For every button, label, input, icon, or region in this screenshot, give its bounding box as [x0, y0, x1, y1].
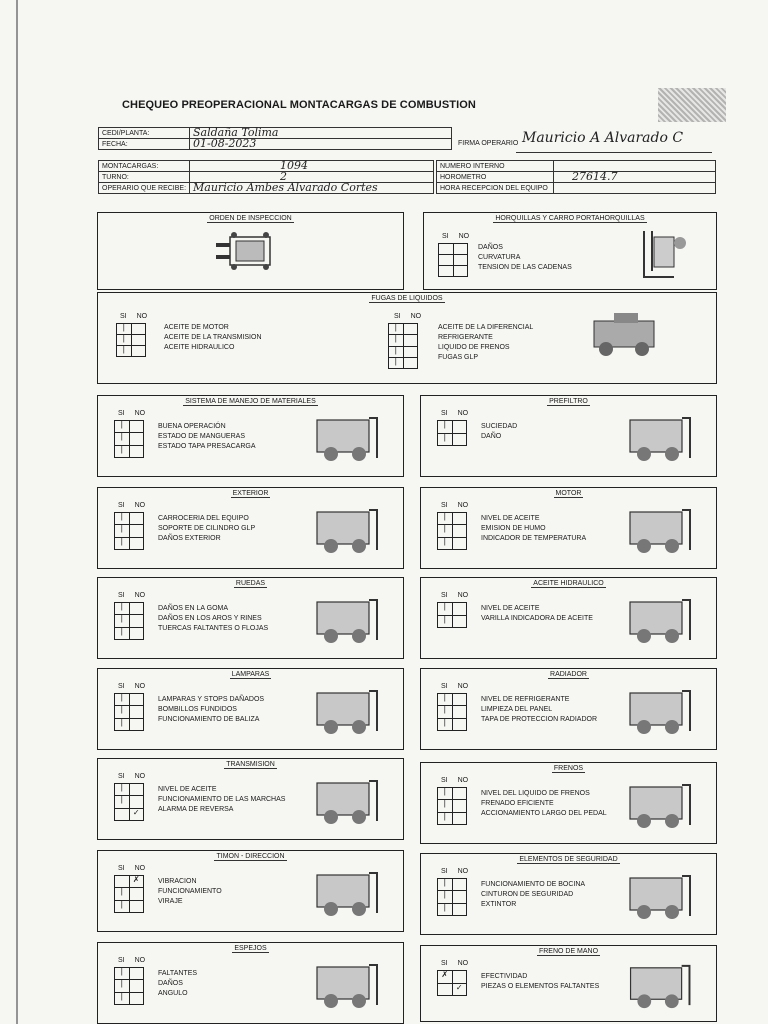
section-prefiltro [420, 395, 717, 477]
checkbox-grid [437, 512, 467, 550]
check-cell[interactable]: | [443, 890, 446, 900]
check-cell[interactable] [452, 421, 467, 433]
section-exterior [97, 487, 404, 569]
item-label: ESTADO DE MANGUERAS [158, 433, 245, 440]
checkbox-grid-left [116, 323, 146, 357]
section-title: HORQUILLAS Y CARRO PORTAHORQUILLAS [495, 215, 645, 222]
item-list [481, 880, 585, 910]
turno-label: TURNO: [99, 172, 190, 183]
check-cell[interactable]: | [443, 432, 446, 442]
item-label: ACCIONAMIENTO LARGO DEL PEDAL [481, 810, 607, 817]
check-cell[interactable]: | [120, 512, 123, 521]
section-motor [420, 487, 717, 569]
check-cell[interactable] [129, 615, 144, 626]
si-no-header: SI NO [118, 502, 146, 509]
check-cell[interactable] [452, 971, 467, 983]
si-no-header: SI NO [118, 683, 146, 690]
check-cell[interactable] [129, 603, 144, 614]
item-list [481, 422, 517, 442]
horometro-label: HOROMETRO [437, 172, 554, 183]
section-title: MOTOR [555, 490, 582, 497]
item-list [158, 695, 264, 725]
checkbox-grid [437, 787, 467, 825]
check-cell[interactable]: | [443, 787, 446, 796]
check-cell[interactable]: | [120, 536, 123, 546]
montacargas-label: MONTACARGAS: [99, 161, 190, 172]
item-label: TENSION DE LAS CADENAS [478, 264, 572, 271]
section-hidraulico [420, 577, 717, 659]
check-cell[interactable] [452, 603, 467, 615]
item-label: NIVEL DE ACEITE [481, 605, 540, 612]
brake-icon [620, 775, 702, 835]
check-cell[interactable]: | [443, 717, 446, 727]
item-list [158, 877, 222, 907]
section-title: FRENOS [553, 765, 584, 772]
montacargas-value: 1094 [190, 161, 434, 172]
check-cell[interactable] [452, 800, 467, 811]
item-list [481, 789, 607, 819]
si-no-header: SI NO [118, 592, 146, 599]
check-cell[interactable]: | [443, 614, 446, 624]
check-cell[interactable]: | [394, 334, 397, 344]
check-cell[interactable]: | [120, 524, 123, 534]
check-cell[interactable] [453, 255, 468, 265]
check-cell[interactable] [453, 244, 468, 254]
item-list [158, 422, 256, 452]
check-cell[interactable] [129, 421, 144, 432]
si-no-header: SI NO [441, 868, 469, 875]
check-cell[interactable] [452, 788, 467, 799]
check-cell[interactable] [438, 984, 452, 996]
item-label: LAMPARAS Y STOPS DAÑADOS [158, 696, 265, 703]
check-cell[interactable] [452, 616, 467, 628]
check-cell[interactable]: | [443, 512, 446, 521]
item-label: FUNCIONAMIENTO DE BOCINA [481, 881, 586, 888]
check-cell[interactable] [129, 433, 144, 444]
check-cell[interactable] [129, 446, 144, 457]
check-cell[interactable]: | [443, 420, 446, 429]
cedi-label: CEDI/PLANTA: [99, 128, 190, 139]
check-cell[interactable] [131, 335, 146, 345]
steering-wheel-icon [307, 863, 389, 923]
item-label: ACEITE DE LA DIFERENCIAL [438, 324, 534, 331]
section-title: FRENO DE MANO [538, 948, 599, 955]
check-cell[interactable] [403, 324, 418, 334]
check-cell[interactable] [452, 904, 467, 915]
check-cell[interactable]: ✓ [452, 984, 467, 996]
item-label: DAÑOS EXTERIOR [158, 535, 221, 542]
section-title: ELEMENTOS DE SEGURIDAD [519, 856, 618, 863]
item-label: ALARMA DE REVERSA [158, 806, 234, 813]
check-cell[interactable] [452, 706, 467, 717]
checkbox-grid [114, 875, 144, 913]
section-seguridad [420, 853, 717, 935]
check-cell[interactable] [129, 694, 144, 705]
check-cell[interactable]: | [120, 795, 123, 805]
firma-label: FIRMA OPERARIO [458, 140, 519, 147]
item-label: TUERCAS FALTANTES O FLOJAS [158, 625, 269, 632]
item-label: NIVEL DE ACEITE [158, 786, 217, 793]
item-label: LIMPIEZA DEL PANEL [481, 706, 553, 713]
manejo-icon [307, 408, 389, 468]
forklift-topview-icon [206, 229, 288, 273]
check-cell[interactable]: | [443, 878, 446, 887]
check-cell[interactable]: ✗ [441, 970, 449, 979]
section-title: ACEITE HIDRAULICO [533, 580, 604, 587]
item-label: DAÑOS [158, 980, 183, 987]
section-title: FUGAS DE LIQUIDOS [371, 295, 443, 302]
check-cell[interactable] [452, 719, 467, 730]
checkbox-grid [114, 420, 144, 458]
item-label: SUCIEDAD [481, 423, 518, 430]
check-cell[interactable]: | [443, 705, 446, 715]
check-cell[interactable]: | [443, 536, 446, 546]
section-transmision [97, 758, 404, 840]
check-cell[interactable]: | [443, 602, 446, 611]
item-list [478, 243, 572, 273]
si-no-header: SI NO [118, 773, 146, 780]
item-list [158, 604, 268, 634]
cedi-value: Saldaña Tolima [190, 128, 452, 139]
header-table-left [98, 160, 434, 194]
fecha-label: FECHA: [99, 139, 190, 150]
item-label: PIEZAS O ELEMENTOS FALTANTES [481, 983, 600, 990]
checkbox-grid [437, 602, 467, 628]
check-cell[interactable]: | [120, 967, 123, 976]
check-cell[interactable]: | [394, 356, 397, 366]
check-cell[interactable] [439, 244, 453, 254]
item-list [481, 604, 593, 624]
checkbox-grid [114, 693, 144, 731]
check-cell[interactable]: | [120, 432, 123, 442]
hora-value [554, 183, 716, 194]
check-cell[interactable]: | [120, 991, 123, 1001]
si-no-header: SI NO [118, 410, 146, 417]
item-list-right [438, 323, 533, 363]
section-title: TRANSMISION [226, 761, 275, 768]
check-cell[interactable] [452, 513, 467, 524]
firma-line [516, 152, 712, 153]
item-label: CURVATURA [478, 254, 521, 261]
item-label: INDICADOR DE TEMPERATURA [481, 535, 587, 542]
check-cell[interactable]: | [443, 799, 446, 809]
check-cell[interactable]: | [394, 345, 397, 355]
section-title: TIMON - DIRECCION [216, 853, 285, 860]
check-cell[interactable] [129, 525, 144, 536]
check-cell[interactable]: ✓ [129, 809, 144, 820]
section-lamparas [97, 668, 404, 750]
check-cell[interactable] [452, 813, 467, 824]
si-no-header: SI NO [441, 777, 469, 784]
check-cell[interactable] [453, 266, 468, 276]
check-cell[interactable] [115, 809, 129, 820]
item-label: ANGULO [158, 990, 188, 997]
item-label: FUNCIONAMIENTO [158, 888, 222, 895]
si-no-header: SI NO [118, 865, 146, 872]
check-cell[interactable] [131, 346, 146, 356]
check-cell[interactable]: | [122, 334, 125, 343]
check-cell[interactable] [129, 888, 144, 899]
item-list [158, 785, 285, 815]
check-cell[interactable] [452, 525, 467, 536]
check-cell[interactable]: ✗ [129, 876, 144, 887]
item-label: VIBRACION [158, 878, 197, 885]
checkbox-grid [438, 243, 468, 277]
section-title: PREFILTRO [549, 398, 588, 405]
horometro-value: 27614.7 [554, 172, 716, 183]
check-cell[interactable]: | [394, 323, 397, 332]
dipstick-icon [620, 590, 702, 650]
item-label: BOMBILLOS FUNDIDOS [158, 706, 237, 713]
check-cell[interactable]: | [120, 626, 123, 636]
header-table-top [98, 127, 452, 150]
item-label: DAÑOS [478, 244, 503, 251]
si-no-header: SI NO [441, 502, 469, 509]
handbrake-icon [620, 958, 702, 1013]
checkbox-grid [114, 602, 144, 640]
section-title: RADIADOR [550, 671, 587, 678]
item-label: FUNCIONAMIENTO DE LAS MARCHAS [158, 796, 286, 803]
check-cell[interactable] [129, 784, 144, 795]
item-label: ACEITE HIDRAULICO [164, 344, 235, 351]
check-cell[interactable] [129, 628, 144, 639]
check-cell[interactable] [452, 538, 467, 549]
item-label: LIQUIDO DE FRENOS [438, 344, 510, 351]
check-cell[interactable] [439, 266, 453, 276]
section-frenos [420, 762, 717, 844]
section-title: ORDEN DE INSPECCION [209, 215, 292, 222]
item-label: DAÑO [481, 433, 502, 440]
item-label: NIVEL DE REFRIGERANTE [481, 696, 570, 703]
item-label: EXTINTOR [481, 901, 517, 908]
section-title: RUEDAS [235, 580, 266, 587]
item-list [481, 514, 586, 544]
check-cell[interactable]: | [443, 902, 446, 912]
check-cell[interactable] [403, 335, 418, 345]
check-cell[interactable]: | [120, 979, 123, 989]
checkbox-grid [437, 693, 467, 731]
operario-value: Mauricio Ambes Alvarado Cortes [190, 183, 434, 194]
check-cell[interactable] [129, 980, 144, 991]
item-list [158, 514, 255, 544]
check-cell[interactable]: | [120, 444, 123, 454]
item-label: DAÑOS EN LOS AROS Y RINES [158, 615, 262, 622]
lamp-icon [307, 681, 389, 741]
engine-icon [584, 309, 674, 359]
turno-value: 2 [190, 172, 434, 183]
item-label: NIVEL DE ACEITE [481, 515, 540, 522]
check-cell[interactable] [129, 513, 144, 524]
item-label: NIVEL DEL LIQUIDO DE FRENOS [481, 790, 590, 797]
item-label: EFECTIVIDAD [481, 973, 528, 980]
forklift-icon [307, 500, 389, 560]
check-cell[interactable] [129, 796, 144, 807]
item-label: ESTADO TAPA PRESACARGA [158, 443, 256, 450]
section-title: EXTERIOR [232, 490, 269, 497]
firma-value: Mauricio A Alvarado C [522, 130, 684, 146]
item-label: VIRAJE [158, 898, 183, 905]
check-cell[interactable]: | [120, 705, 123, 715]
check-cell[interactable]: | [120, 693, 123, 702]
section-manejo [97, 395, 404, 477]
fecha-value: 01-08-2023 [190, 139, 452, 150]
check-cell[interactable] [129, 719, 144, 730]
check-cell[interactable] [403, 358, 418, 368]
checkbox-grid [114, 512, 144, 550]
si-no-header: SI NO [118, 957, 146, 964]
item-label: FRENADO EFICIENTE [481, 800, 554, 807]
stamp-logo [658, 88, 726, 122]
check-cell[interactable] [129, 968, 144, 979]
checkbox-grid-right [388, 323, 418, 369]
si-no-header: SI NO [442, 233, 470, 240]
section-freno-mano [420, 945, 717, 1022]
check-cell[interactable]: | [122, 323, 125, 332]
check-cell[interactable]: | [120, 717, 123, 727]
check-cell[interactable]: | [122, 345, 125, 354]
check-cell[interactable] [452, 879, 467, 890]
item-label: BUENA OPERACIÓN [158, 423, 226, 430]
numero-label: NUMERO INTERNO [437, 161, 554, 172]
section-orden [97, 212, 404, 290]
form-title: CHEQUEO PREOPERACIONAL MONTACARGAS DE COMBUSTION [122, 99, 476, 111]
wheel-icon [307, 590, 389, 650]
check-cell[interactable] [131, 324, 146, 334]
si-no-header-right: SI NO [394, 313, 422, 320]
check-cell[interactable]: | [120, 614, 123, 624]
item-label: ACEITE DE LA TRANSMISION [164, 334, 262, 341]
item-list-left [164, 323, 262, 353]
check-cell[interactable] [129, 901, 144, 912]
motor-icon [620, 500, 702, 560]
check-cell[interactable] [129, 538, 144, 549]
item-label: SOPORTE DE CILINDRO GLP [158, 525, 256, 532]
mirror-icon [307, 955, 389, 1015]
checkbox-grid [437, 970, 467, 996]
check-cell[interactable] [452, 694, 467, 705]
check-cell[interactable]: | [443, 811, 446, 821]
hora-label: HORA RECEPCION DEL EQUIPO [437, 183, 554, 194]
checkbox-grid [437, 878, 467, 916]
fork-carriage-icon [624, 227, 696, 283]
header-table-right [436, 160, 716, 194]
check-cell[interactable] [129, 993, 144, 1004]
si-no-header: SI NO [441, 592, 469, 599]
section-timon [97, 850, 404, 932]
section-title: ESPEJOS [234, 945, 267, 952]
section-fugas [97, 292, 717, 384]
checkbox-grid [437, 420, 467, 446]
item-label: CINTURON DE SEGURIDAD [481, 891, 574, 898]
check-cell[interactable] [452, 434, 467, 446]
item-label: FALTANTES [158, 970, 198, 977]
item-label: DAÑOS EN LA GOMA [158, 605, 229, 612]
check-cell[interactable] [129, 706, 144, 717]
item-label: FUGAS GLP [438, 354, 479, 361]
section-radiador [420, 668, 717, 750]
check-cell[interactable]: | [120, 783, 123, 792]
item-label: FUNCIONAMIENTO DE BALIZA [158, 716, 260, 723]
si-no-header: SI NO [441, 410, 469, 417]
check-cell[interactable]: | [120, 899, 123, 909]
section-title: SISTEMA DE MANEJO DE MATERIALES [185, 398, 316, 405]
checkbox-grid [114, 967, 144, 1005]
item-list [158, 969, 197, 999]
si-no-header: SI NO [441, 683, 469, 690]
item-label: TAPA DE PROTECCION RADIADOR [481, 716, 598, 723]
section-horquillas [423, 212, 717, 290]
check-cell[interactable] [115, 876, 129, 887]
check-cell[interactable] [439, 255, 453, 265]
check-cell[interactable]: | [120, 420, 123, 429]
check-cell[interactable]: | [443, 693, 446, 702]
section-title: LAMPARAS [231, 671, 270, 678]
item-list [481, 695, 597, 725]
check-cell[interactable]: | [120, 602, 123, 611]
item-list [481, 972, 599, 992]
checkbox-grid [114, 783, 144, 821]
operario-label: OPERARIO QUE RECIBE: [99, 183, 190, 194]
transmission-icon [307, 771, 389, 831]
scan-edge [16, 0, 18, 1024]
check-cell[interactable]: | [443, 524, 446, 534]
check-cell[interactable]: | [120, 887, 123, 897]
item-label: CARROCERIA DEL EQUIPO [158, 515, 249, 522]
si-no-header-left: SI NO [120, 313, 148, 320]
check-cell[interactable] [452, 891, 467, 902]
si-no-header: SI NO [441, 960, 469, 967]
filter-icon [620, 408, 702, 468]
section-ruedas [97, 577, 404, 659]
check-cell[interactable] [403, 347, 418, 357]
item-label: ACEITE DE MOTOR [164, 324, 229, 331]
horn-icon [620, 866, 702, 926]
item-label: REFRIGERANTE [438, 334, 493, 341]
radiator-icon [620, 681, 702, 741]
item-label: EMISION DE HUMO [481, 525, 546, 532]
item-label: VARILLA INDICADORA DE ACEITE [481, 615, 593, 622]
section-espejos [97, 942, 404, 1024]
